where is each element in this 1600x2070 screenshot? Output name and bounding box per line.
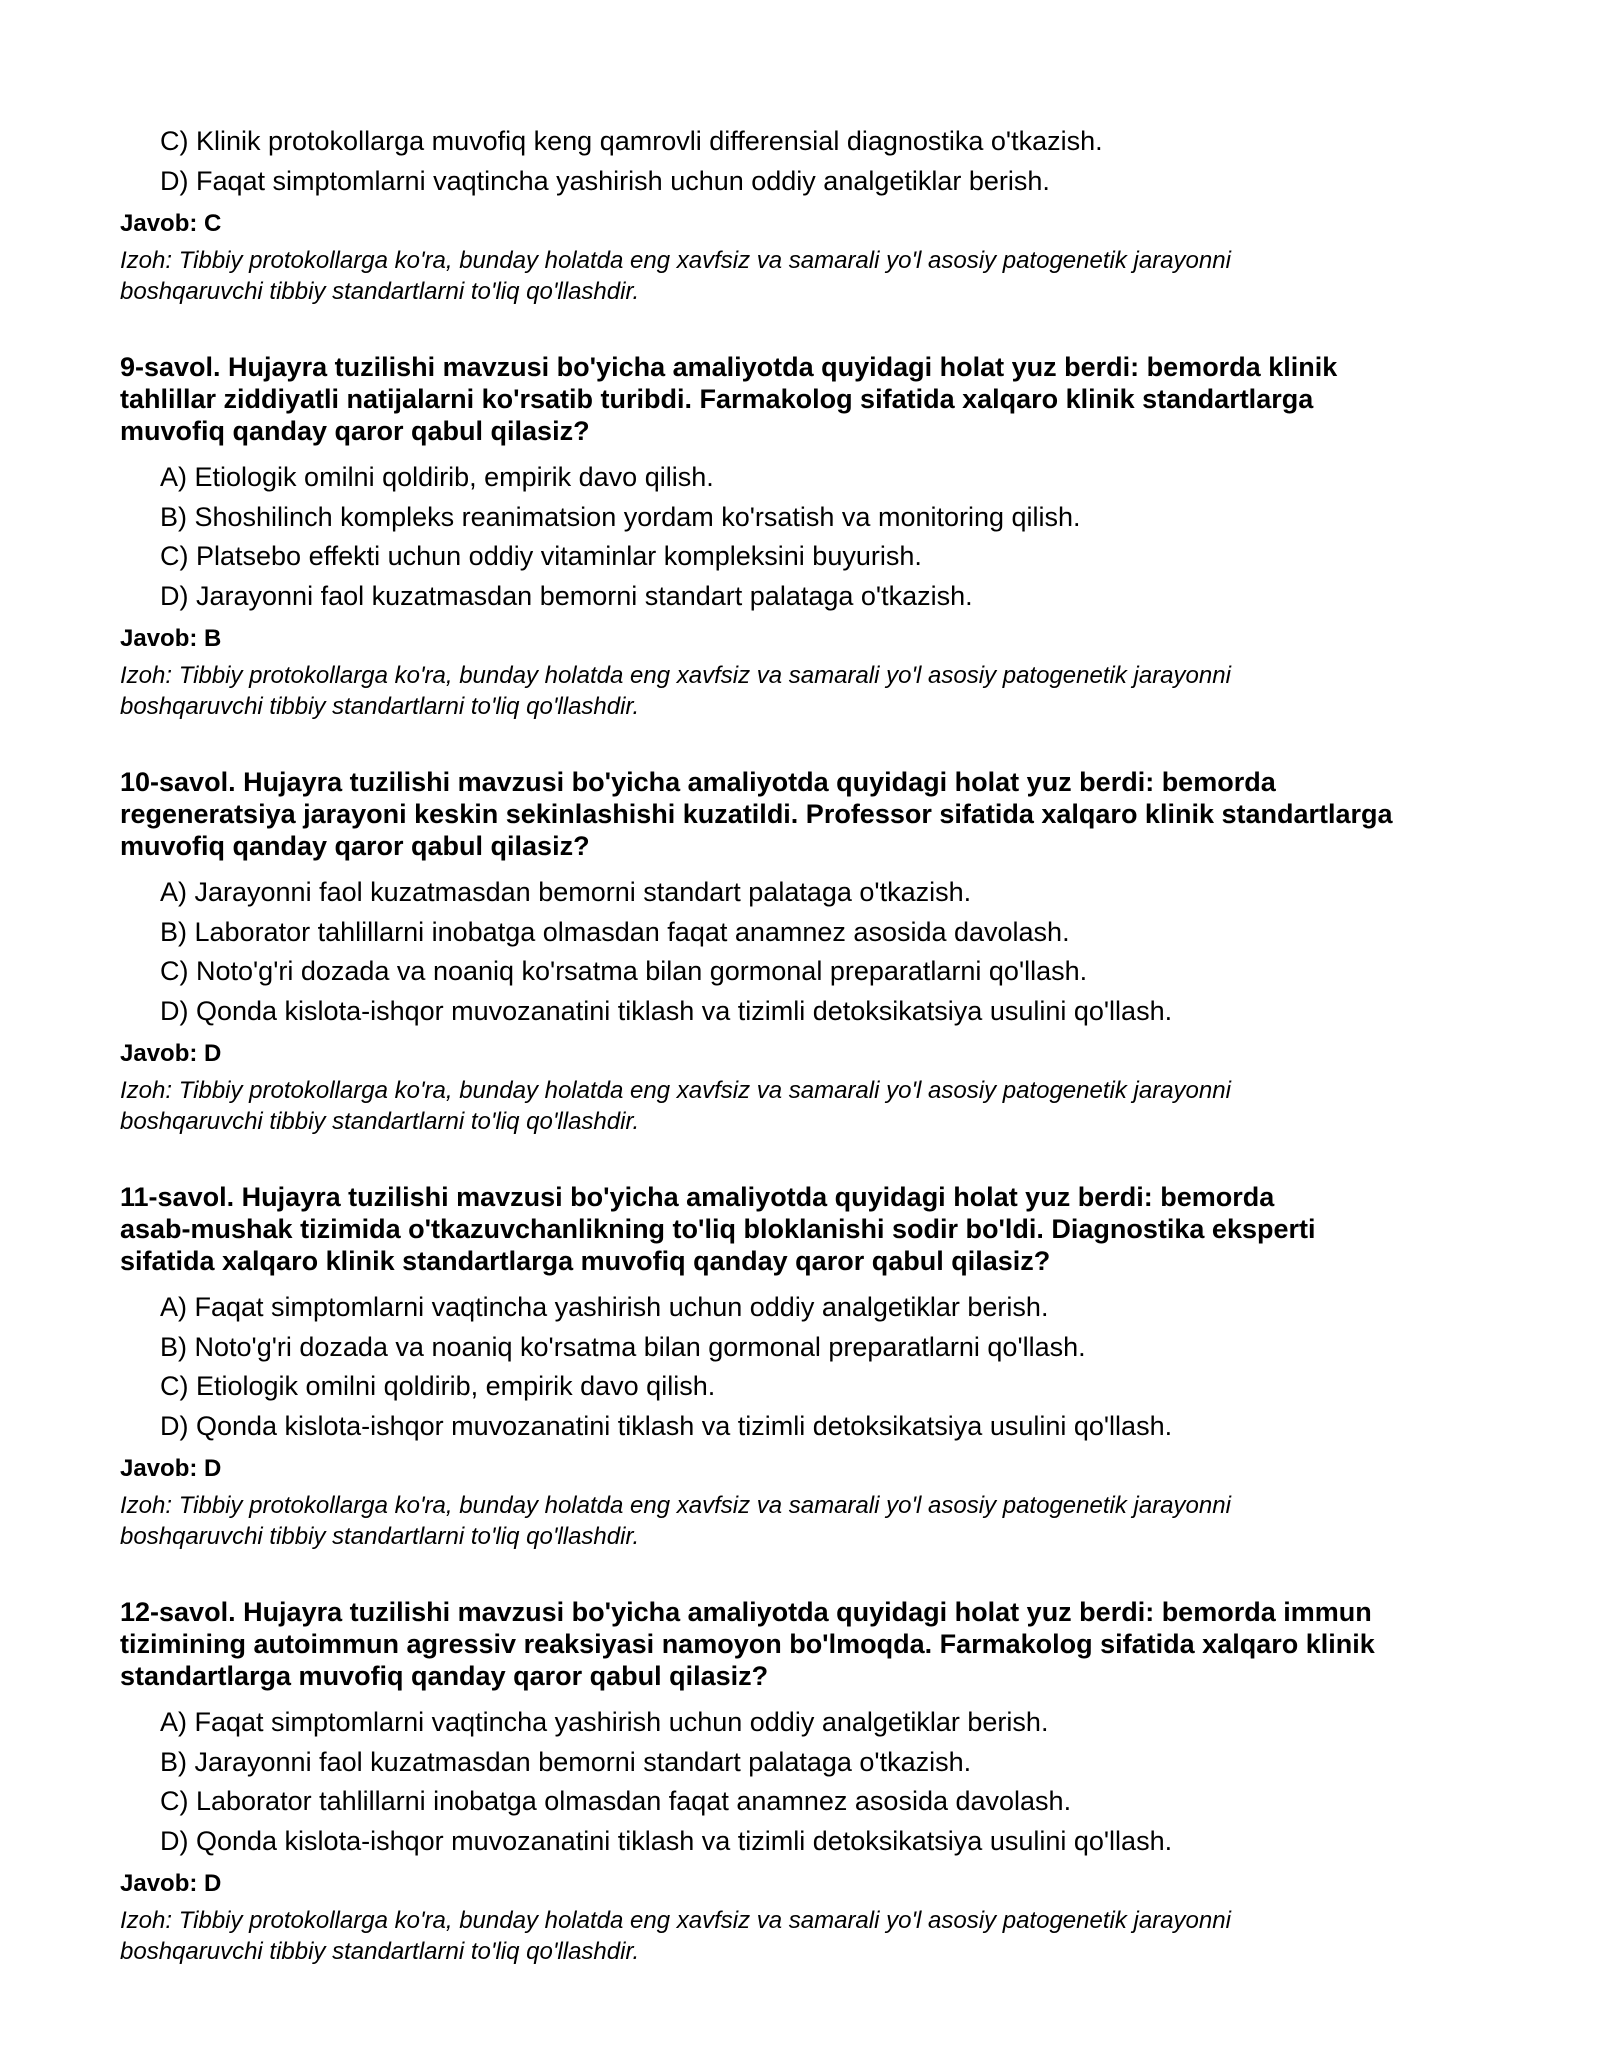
option-c: C) Noto'g'ri dozada va noaniq ko'rsatma bilan gormonal preparatlarni qo'llash. [160,956,1088,986]
option-b: B) Laborator tahlillarni inobatga olmasdan faqat anamnez asosida davolash. [160,916,1070,947]
option-b: B) Shoshilinch kompleks reanimatsion yordam ko'rsatish va monitoring qilish. [160,501,1081,532]
explanation-note: Izoh: Tibbiy protokollarga ko'ra, bunday holatda eng xavfsiz va samarali yo'l asosiy patogenetik jarayonni boshqaruvchi tibbiy standartlarni to'liq qo'llashdir. [120,247,1231,305]
question-line: muvofiq qanday qaror qabul qilasiz? [120,416,590,446]
question-line: regeneratsiya jarayoni keskin sekinlashishi kuzatildi. Professor sifatida xalqaro klinik standartlarga [120,799,1393,829]
question-12 [120,1596,1500,1967]
option-d: D) Faqat simptomlarni vaqtincha yashirish uchun oddiy analgetiklar berish. [160,165,1050,196]
option-d: D) Qonda kislota-ishqor muvozanatini tiklash va tizimli detoksikatsiya usulini qo'llash. [160,995,1173,1026]
question-line: 9-savol. Hujayra tuzilishi mavzusi bo'yicha amaliyotda quyidagi holat yuz berdi: bemorda klinik [120,352,1338,382]
option-c: C) Etiologik omilni qoldirib, empirik davo qilish. [160,1371,716,1401]
explanation-note: Izoh: Tibbiy protokollarga ko'ra, bunday holatda eng xavfsiz va samarali yo'l asosiy patogenetik jarayonni boshqaruvchi tibbiy standartlarni to'liq qo'llashdir. [120,1907,1231,1965]
question-line: sifatida xalqaro klinik standartlarga muvofiq qanday qaror qabul qilasiz? [120,1246,1051,1276]
question-line: 11-savol. Hujayra tuzilishi mavzusi bo'yicha amaliyotda quyidagi holat yuz berdi: bemorda [120,1182,1275,1212]
question-line: tahlillar ziddiyatli natijalarni ko'rsatib turibdi. Farmakolog sifatida xalqaro klinik standartlarga [120,384,1314,414]
answer-label: Javob: D [120,1040,222,1067]
option-a: A) Jarayonni faol kuzatmasdan bemorni standart palataga o'tkazish. [160,877,972,907]
question-8-tail [120,122,1500,307]
option-b: B) Jarayonni faol kuzatmasdan bemorni standart palataga o'tkazish. [160,1746,972,1777]
question-line: tizimining autoimmun agressiv reaksiyasi namoyon bo'lmoqda. Farmakolog sifatida xalqaro klinik [120,1629,1375,1659]
answer-label: Javob: B [120,625,222,652]
option-a: A) Faqat simptomlarni vaqtincha yashirish uchun oddiy analgetiklar berish. [160,1707,1049,1737]
explanation-note: Izoh: Tibbiy protokollarga ko'ra, bunday holatda eng xavfsiz va samarali yo'l asosiy patogenetik jarayonni boshqaruvchi tibbiy standartlarni to'liq qo'llashdir. [120,1077,1231,1135]
answer-label: Javob: C [120,210,222,237]
question-10 [120,766,1500,1137]
option-d: D) Jarayonni faol kuzatmasdan bemorni standart palataga o'tkazish. [160,580,973,611]
question-line: 10-savol. Hujayra tuzilishi mavzusi bo'yicha amaliyotda quyidagi holat yuz berdi: bemorda [120,767,1276,797]
question-text [120,351,1500,447]
explanation-note: Izoh: Tibbiy protokollarga ko'ra, bunday holatda eng xavfsiz va samarali yo'l asosiy patogenetik jarayonni boshqaruvchi tibbiy standartlarni to'liq qo'llashdir. [120,1492,1231,1550]
explanation-note: Izoh: Tibbiy protokollarga ko'ra, bunday holatda eng xavfsiz va samarali yo'l asosiy patogenetik jarayonni boshqaruvchi tibbiy standartlarni to'liq qo'llashdir. [120,662,1231,720]
question-text [120,1181,1500,1277]
question-line: muvofiq qanday qaror qabul qilasiz? [120,831,590,861]
answer-label: Javob: D [120,1455,222,1482]
option-b: B) Noto'g'ri dozada va noaniq ko'rsatma bilan gormonal preparatlarni qo'llash. [160,1331,1086,1362]
question-9 [120,351,1500,722]
question-text [120,766,1500,862]
option-d: D) Qonda kislota-ishqor muvozanatini tiklash va tizimli detoksikatsiya usulini qo'llash. [160,1410,1173,1441]
option-d: D) Qonda kislota-ishqor muvozanatini tiklash va tizimli detoksikatsiya usulini qo'llash. [160,1825,1173,1856]
question-11 [120,1181,1500,1552]
option-a: A) Etiologik omilni qoldirib, empirik davo qilish. [160,462,714,492]
option-a: A) Faqat simptomlarni vaqtincha yashirish uchun oddiy analgetiklar berish. [160,1292,1049,1322]
option-c: C) Laborator tahlillarni inobatga olmasdan faqat anamnez asosida davolash. [160,1786,1072,1816]
document-page [120,122,1500,1967]
question-line: asab-mushak tizimida o'tkazuvchanlikning to'liq bloklanishi sodir bo'ldi. Diagnostika eksperti [120,1214,1316,1244]
option-c: C) Platsebo effekti uchun oddiy vitaminlar kompleksini buyurish. [160,541,922,571]
question-text [120,1596,1500,1692]
option-c: C) Klinik protokollarga muvofiq keng qamrovli differensial diagnostika o'tkazish. [160,126,1103,156]
question-line: 12-savol. Hujayra tuzilishi mavzusi bo'yicha amaliyotda quyidagi holat yuz berdi: bemorda immun [120,1597,1372,1627]
answer-label: Javob: D [120,1870,222,1897]
question-line: standartlarga muvofiq qanday qaror qabul qilasiz? [120,1661,769,1691]
